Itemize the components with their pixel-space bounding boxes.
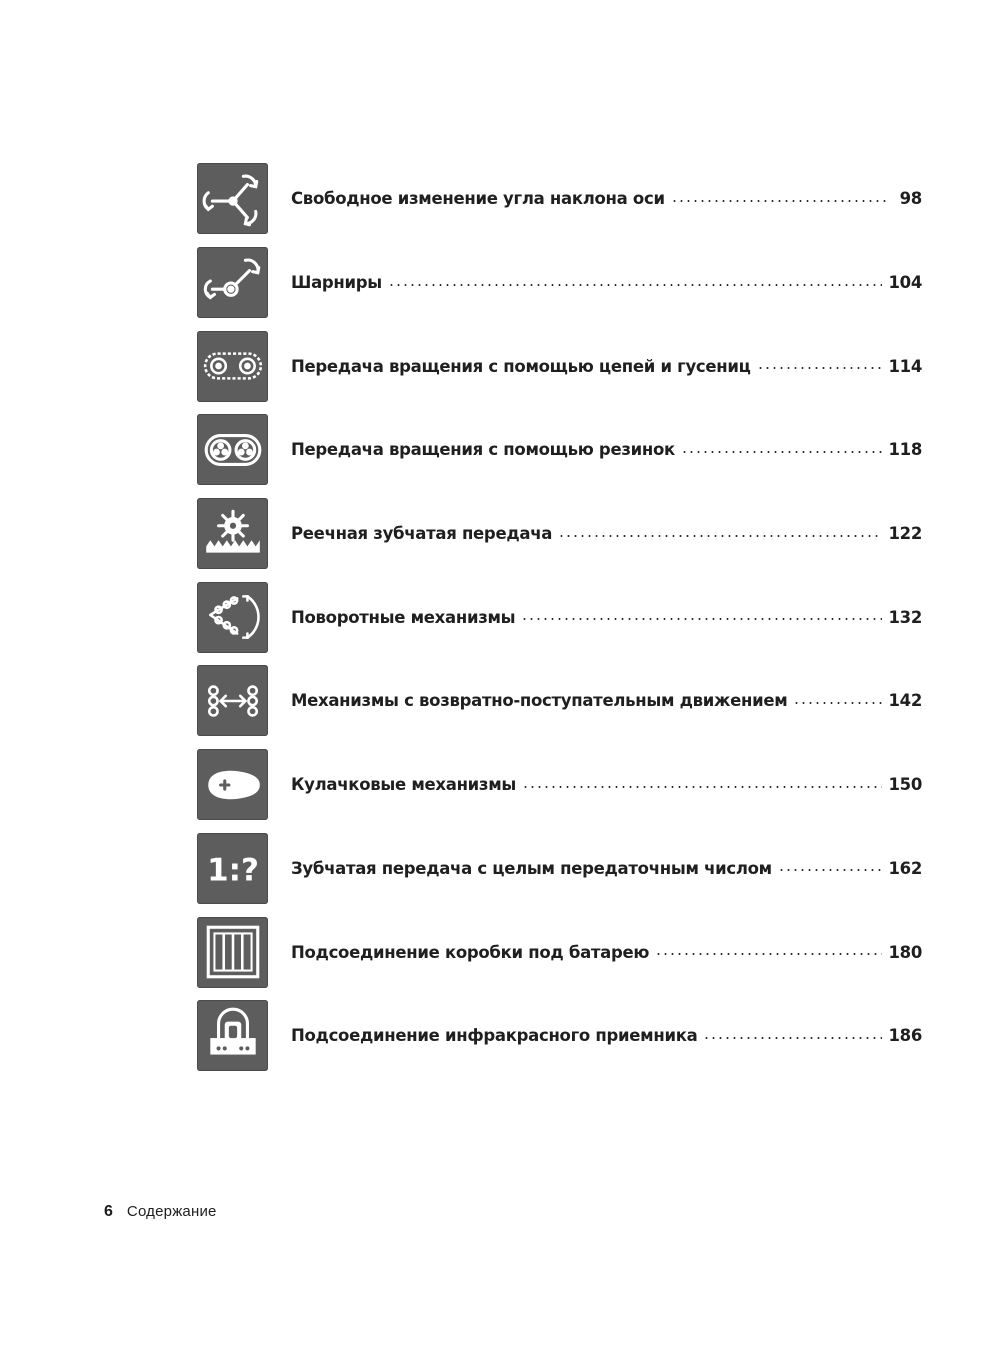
toc-title: Передача вращения с помощью цепей и гусениц xyxy=(291,356,751,376)
toc-title: Передача вращения с помощью резинок xyxy=(291,440,675,460)
chain-track-icon xyxy=(197,331,268,402)
toc-title: Зубчатая передача с целым передаточным числом xyxy=(291,858,772,878)
table-of-contents xyxy=(197,157,922,1078)
toc-row[interactable] xyxy=(197,575,922,659)
toc-title: Подсоединение коробки под батарею xyxy=(291,942,650,962)
toc-row[interactable] xyxy=(197,408,922,492)
axis-tilt-icon xyxy=(197,163,268,234)
toc-page-number: 150 xyxy=(888,775,922,795)
toc-row[interactable] xyxy=(197,492,922,576)
toc-row[interactable] xyxy=(197,994,922,1078)
toc-row[interactable] xyxy=(197,241,922,325)
section-title: Содержание xyxy=(126,1203,217,1220)
turntable-icon xyxy=(197,582,268,653)
toc-page-number: 180 xyxy=(888,942,922,962)
ir-receiver-icon xyxy=(197,1000,268,1071)
toc-row[interactable] xyxy=(197,324,922,408)
toc-row[interactable] xyxy=(197,910,922,994)
toc-title: Шарниры xyxy=(291,273,382,293)
dot-leader xyxy=(521,618,882,620)
toc-page-number: 186 xyxy=(888,1026,922,1046)
toc-title: Подсоединение инфракрасного приемника xyxy=(291,1026,698,1046)
toc-page-number: 104 xyxy=(888,273,922,293)
dot-leader xyxy=(671,200,890,202)
toc-page-number: 118 xyxy=(888,440,922,460)
battery-box-icon xyxy=(197,917,268,988)
page-number: 6 xyxy=(104,1203,113,1220)
toc-row[interactable] xyxy=(197,659,922,743)
toc-title: Реечная зубчатая передача xyxy=(291,524,553,544)
hinge-icon xyxy=(197,247,268,318)
toc-row[interactable] xyxy=(197,827,922,911)
toc-page-number: 162 xyxy=(888,858,922,878)
gear-ratio-text: 1:? xyxy=(206,852,259,889)
dot-leader xyxy=(655,953,882,955)
toc-row[interactable] xyxy=(197,157,922,241)
toc-title: Механизмы с возвратно-поступательным движением xyxy=(291,691,788,711)
toc-page-number: 114 xyxy=(888,356,922,376)
toc-page-number: 122 xyxy=(888,524,922,544)
toc-title: Поворотные механизмы xyxy=(291,607,516,627)
rack-gear-icon xyxy=(197,498,268,569)
dot-leader xyxy=(778,869,883,871)
cam-icon xyxy=(197,749,268,820)
rubber-band-icon xyxy=(197,414,268,485)
dot-leader xyxy=(681,451,883,453)
dot-leader xyxy=(793,702,882,704)
gear-ratio-icon xyxy=(197,833,268,904)
toc-page-number: 142 xyxy=(888,691,922,711)
dot-leader xyxy=(558,535,882,537)
dot-leader xyxy=(388,284,883,286)
toc-row[interactable] xyxy=(197,743,922,827)
dot-leader xyxy=(757,367,883,369)
toc-title: Кулачковые механизмы xyxy=(291,775,517,795)
dot-leader xyxy=(703,1037,882,1039)
page-footer xyxy=(104,1203,217,1221)
toc-page-number: 98 xyxy=(899,189,922,209)
dot-leader xyxy=(522,786,882,788)
toc-page-number: 132 xyxy=(888,607,922,627)
toc-title: Свободное изменение угла наклона оси xyxy=(291,189,665,209)
reciprocating-icon xyxy=(197,665,268,736)
